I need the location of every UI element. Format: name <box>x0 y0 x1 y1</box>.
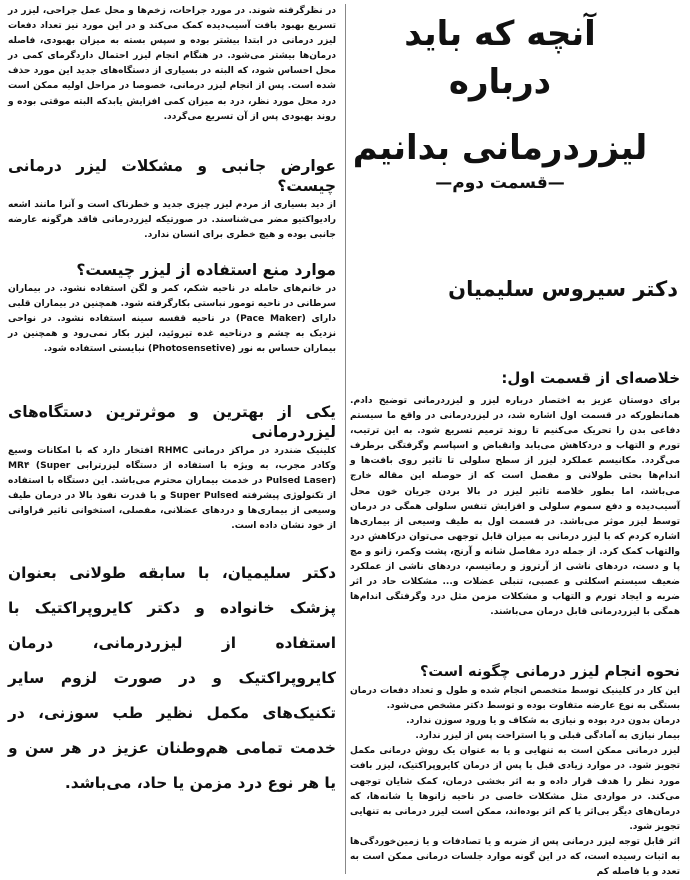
contraindications-heading: موارد منع استفاده از لیزر چیست؟ <box>76 261 336 279</box>
devices-heading: یکی از بهترین و موثرترین دستگاه‌های لیزردرمانی <box>8 403 336 441</box>
summary-text: برای دوستان عزیز به اختصار درباره لیزر و لیزردرمانی توضیح دادم. همانطورکه در قسمت اول اشاره شد، در لیزردرمانی در واقع ما سیستم دفاعی بدن را تحریک می‌کنیم تا روند ترمیم تسریع شود. به این ترتیب، تورم و التهاب و دردکاهش می‌یابد وانقباض و اسپاسم وگرفتگی برطرف می‌گردد. مکانیسم عملکرد لیزر از سطح سلولی تا تاثیر روی بافت‌ها و اندام‌ها بحثی طولانی و مفصل است که از حوصله این مقاله خارج می‌باشد، اما بطور خلاصه تاثیر لیزر در بالا بردن جریان خون محل آسیب‌دیده و دفع سموم سلولی و افزایش تنفس سلولی همگی در درمان توسط لیزر موثر می‌باشد. در قسمت اول به طیف وسیعی از بیماری‌ها اشاره کردم که با لیزر درمانی به میزان قابل توجهی می‌توان درکاهش درد والتهاب کمک کرد. از جمله درد مفاصل شانه و آرنج، پشت وکمر، زانو و مچ پا و دست، دردهای ناشی از آرتروز و رماتیسم، دردهای ناشی از عملکرد ضعیف سیستم اسکلتی و عصبی، تنبلی عضلات و... مشکلات حاد در اثر ضربه و ایجاد تورم و التهاب و مشکلات مزمن مثل درد وگرفتگی اندام‌ها همگی با لیزردرمانی قابل درمان می‌باشند. <box>350 396 680 618</box>
title-line-2: لیزردرمانی بدانیم <box>352 128 648 168</box>
devices-section <box>8 402 336 535</box>
intro-section <box>8 4 336 125</box>
contraindications-text: در خانم‌های حامله در ناحیه شکم، کمر و لگن استفاده نشود. در بیماران سرطانی در ناحیه تومور نباستی بکارگرفته شود. همچنین در بیماران قلبی دارای (Pace Maker) در ناحیه قفسه سینه استفاده نشود. در نواحی نزدیک به چشم و درناحیه غده تیروئید، لیزر بکار نمی‌رود و همچنین در بیماران حساس به نور (Photosensetive) نبایستی استفاده شود. <box>8 284 336 355</box>
summary-heading: خلاصه‌ای از قسمت اول: <box>501 369 680 387</box>
side-effects-section <box>8 156 336 243</box>
summary-section <box>350 368 680 620</box>
how-section <box>350 662 680 880</box>
intro-text: در نظرگرفته شوند. در مورد جراحات، زخم‌ها و محل عمل جراحی، لیزر در تسریع بهبود بافت آسیب‌دیده کمک می‌کند و در این مورد نیز تعداد دفعات لیزر درمانی در ابتدا بیشتر بوده و سپس بسته به میزان بهبودی، فاصله درمان‌ها بیشتر می‌شود. در هنگام انجام لیزر احتمال داردگرمای کمی در محل احساس شود، که البته در بسیاری از دستگاه‌های جدید این مورد حذف شده است. پس از انجام لیزر درمانی، خصوصا در مراحل اولیه ممکن است درد محل مورد نظر، درد به میزان کمی افزایش یابدکه البته موقتی بوده و روند بهبودی پس از آن تسریع می‌گردد. <box>8 6 336 122</box>
devices-text: کلینیک ضندرد در مراکز درمانی RHMC افتخار دارد که با امکانات وسیع وکادر مجرب، به ویژه با استفاده از دستگاه لیزرترابی MR۴ (Super Pulsed Laser) در خدمت بیماران محترم می‌باشد. این دستگاه با استفاده از تکنولوژی پیشرفته Super Pulsed و با قدرت نفوذ بالا در درمان طیف وسیعی از بیماری‌ها و دردهای عضلانی، مفصلی، استخوانی تاثیر فراوانی از خود نشان داده است. <box>8 446 336 532</box>
article-title <box>350 10 650 172</box>
how-text-2: درمان بدون درد بوده و نیازی به شکاف و یا ورود سوزن ندارد. <box>406 716 680 727</box>
closing-text: دکتر سلیمیان، با سابقه طولانی بعنوان پزشک خانواده و دکتر کایروپراکتیک با استفاده از لیزردرمانی، درمان کایروپراکتیک و در صورت لزوم سایر تکنیک‌های مکمل نظیر طب سوزنی، در خدمت تمامی هم‌وطنان عزیز در هر سن و یا هر نوع درد مزمن یا حاد، می‌باشد. <box>8 564 336 792</box>
side-effects-heading: عوارض جانبی و مشکلات لیزر درمانی چیست؟ <box>8 157 336 195</box>
how-heading: نحوه انجام لیزر درمانی چگونه است؟ <box>420 664 680 680</box>
column-divider <box>345 4 346 874</box>
contraindications-section <box>8 260 336 357</box>
how-text-1: این کار در کلینیک توسط متخصص انجام شده و طول و تعداد دفعات درمان بستگی به نوع عارضه متفاوت بوده و توسط دکتر مشخص می‌شود. <box>350 686 680 712</box>
side-effects-text: از دید بسیاری از مردم لیزر چیزی جدید و خطرناک است و آنرا مانند اشعه رادیواکتیو مضر می‌شناسند. در صورتیکه لیزردرمانی فاقد هرگونه عارضه جانبی بوده و هیچ خطری برای انسان ندارد. <box>8 200 336 241</box>
title-line-1: آنچه که باید درباره <box>404 14 596 102</box>
how-text-3: بیمار نیازی به آمادگی قبلی و یا استراحت پس از لیزر ندارد. <box>415 731 680 742</box>
how-text-5: اثر قابل توجه لیزر درمانی پس از ضربه و یا تصادفات و یا زمین‌خوردگی‌ها به اثبات رسیده است، که در این گونه موارد جلسات درمانی ممکن است به تعدد و با فاصله کم <box>350 836 680 878</box>
closing-section <box>8 556 336 801</box>
article-author: دکتر سیروس سلیمیان <box>448 277 678 301</box>
article-subtitle: —قسمت دوم— <box>435 173 565 193</box>
how-text-4: لیزر درمانی ممکن است به تنهایی و یا به عنوان یک روش درمانی مکمل تجویز شود. در موارد زیادی قبل یا پس از درمان کایروپراکتیک، لیزر بافت مورد نظر را هدف قرار داده و به اثر بخشی درمان، کمک شایان توجهی می‌کند. در مواردی مثل مشکلات خاصی در ناحیه زانوها یا شانه‌ها، که درمان‌های دیگر بی‌اثر یا کم اثر بوده‌اند، ممکن است لیزر درمانی به تنهایی تجویز شود. <box>350 746 680 832</box>
